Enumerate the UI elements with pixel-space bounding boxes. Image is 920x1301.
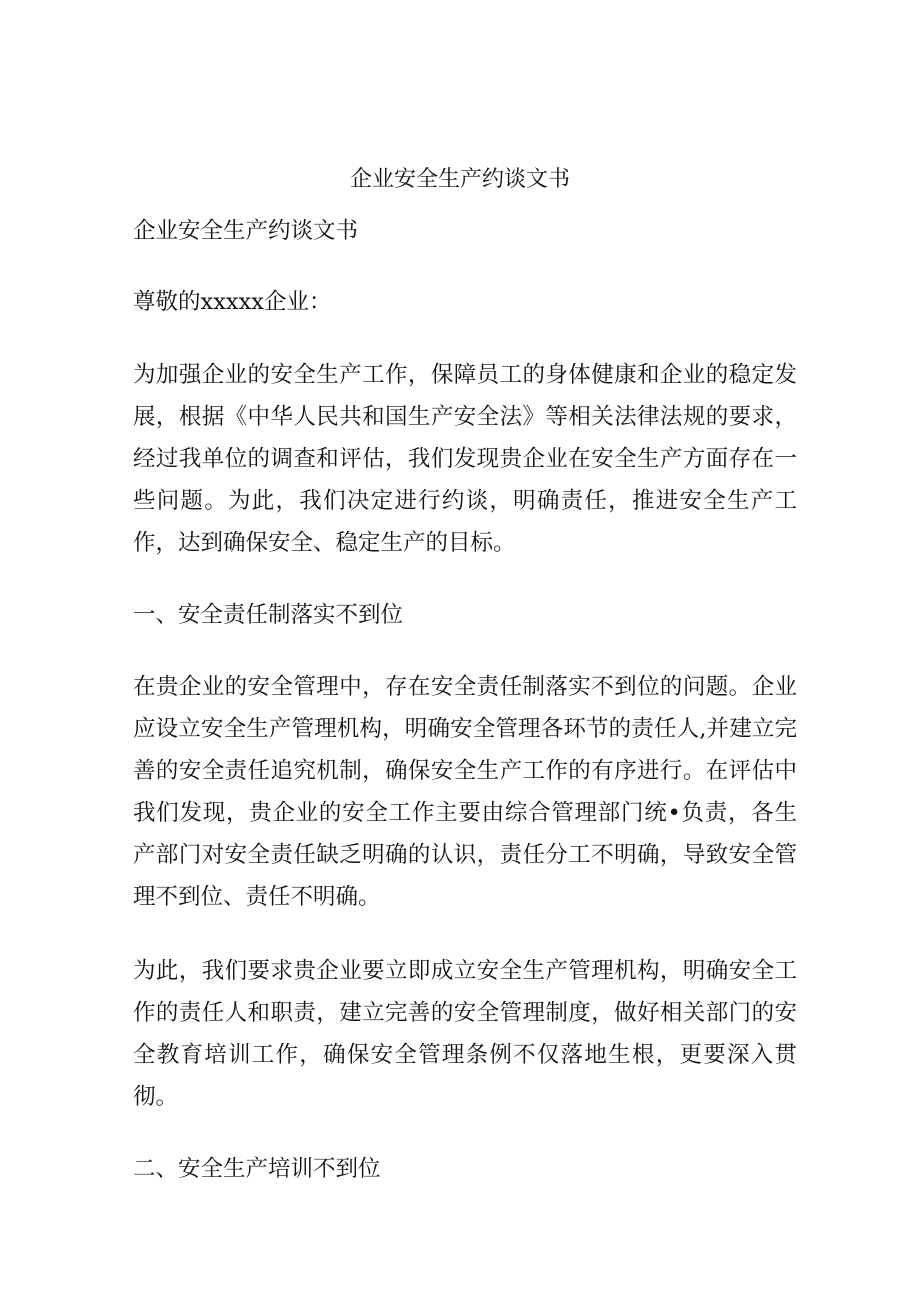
section-heading-1: 一、安全责任制落实不到位: [133, 602, 404, 628]
section-heading-2: 二、安全生产培训不到位: [133, 1156, 381, 1182]
salutation: 尊敬的xxxxx企业：: [133, 289, 332, 315]
document-body: [133, 210, 797, 1190]
document-title: 企业安全生产约谈文书: [349, 167, 570, 192]
section-1-paragraph-1: 在贵企业的安全管理中，存在安全责任制落实不到位的问题。企业应设立安全生产管理机构，明确安全管理各环节的责任人,并建立完善的安全责任追究机制，确保安全生产工作的有序进行。在评估中我们发现，贵企业的安全工作主要由综合管理部门统•负责，各生产部门对安全责任缺乏明确的认识，责任分工不明确，导致安全管理不到位、责任不明确。: [133, 674, 797, 910]
section-1-paragraph-2: 为此，我们要求贵企业要立即成立安全生产管理机构，明确安全工作的责任人和职责，建立完善的安全管理制度，做好相关部门的安全教育培训工作，确保安全管理条例不仅落地生根，更要深入贯彻。: [133, 958, 797, 1110]
body-heading: 企业安全生产约谈文书: [133, 218, 359, 244]
intro-paragraph: 为加强企业的安全生产工作，保障员工的身体健康和企业的稳定发展，根据《中华人民共和国生产安全法》等相关法律法规的要求，经过我单位的调查和评估，我们发现贵企业在安全生产方面存在一些问题。为此，我们决定进行约谈，明确责任，推进安全生产工作，达到确保安全、稳定生产的目标。: [133, 362, 797, 556]
